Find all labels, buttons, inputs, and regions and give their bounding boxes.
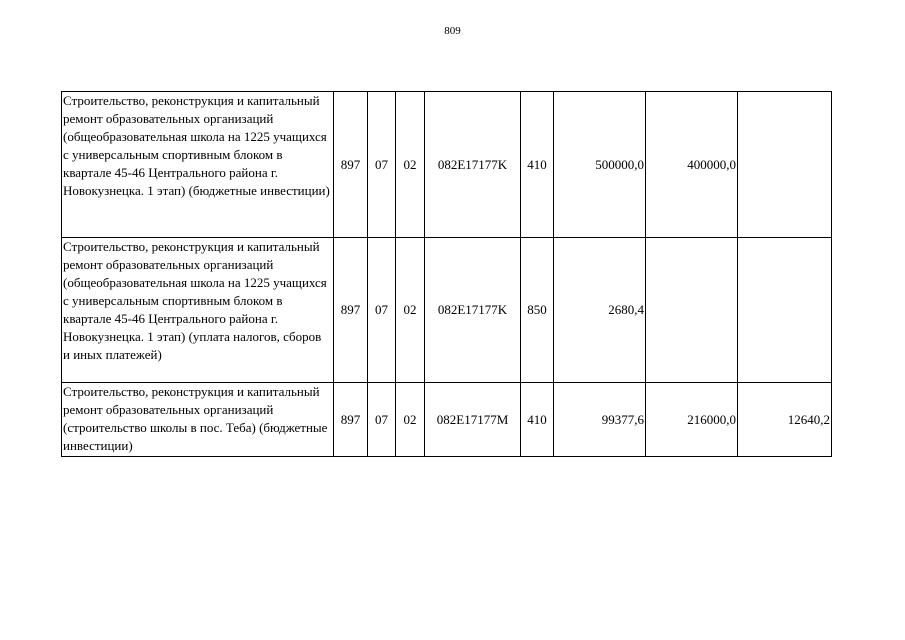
cell-ministry: 897 bbox=[334, 383, 368, 457]
cell-subsection: 02 bbox=[396, 383, 425, 457]
cell-amount-2 bbox=[646, 238, 738, 383]
cell-amount-1: 500000,0 bbox=[554, 92, 646, 238]
table-row bbox=[62, 92, 832, 238]
cell-target-article: 082E17177K bbox=[425, 238, 521, 383]
cell-section: 07 bbox=[368, 383, 396, 457]
cell-section: 07 bbox=[368, 238, 396, 383]
cell-subsection: 02 bbox=[396, 238, 425, 383]
cell-amount-3: 12640,2 bbox=[738, 383, 832, 457]
cell-target-article: 082E17177K bbox=[425, 92, 521, 238]
cell-amount-2: 216000,0 bbox=[646, 383, 738, 457]
cell-subsection: 02 bbox=[396, 92, 425, 238]
cell-expense-type: 410 bbox=[521, 92, 554, 238]
budget-table bbox=[61, 91, 832, 457]
cell-amount-2: 400000,0 bbox=[646, 92, 738, 238]
cell-ministry: 897 bbox=[334, 238, 368, 383]
cell-expense-type: 850 bbox=[521, 238, 554, 383]
cell-amount-3 bbox=[738, 92, 832, 238]
cell-amount-1: 99377,6 bbox=[554, 383, 646, 457]
cell-section: 07 bbox=[368, 92, 396, 238]
cell-amount-1: 2680,4 bbox=[554, 238, 646, 383]
cell-target-article: 082E17177M bbox=[425, 383, 521, 457]
table-row bbox=[62, 238, 832, 383]
page-number: 809 bbox=[444, 25, 461, 37]
cell-name: Строительство, реконструкция и капитальный ремонт образовательных организаций (строительство школы в пос. Теба) (бюджетные инвестиции) bbox=[62, 383, 334, 457]
cell-name: Строительство, реконструкция и капитальный ремонт образовательных организаций (общеобразовательная школа на 1225 учащихся с универсальным спортивным блоком в квартале 45-46 Центрального района г. Новокузнецка. 1 этап) (уплата налогов, сборов и иных платежей) bbox=[62, 238, 334, 383]
cell-expense-type: 410 bbox=[521, 383, 554, 457]
cell-ministry: 897 bbox=[334, 92, 368, 238]
cell-amount-3 bbox=[738, 238, 832, 383]
cell-name: Строительство, реконструкция и капитальный ремонт образовательных организаций (общеобразовательная школа на 1225 учащихся с универсальным спортивным блоком в квартале 45-46 Центрального района г. Новокузнецка. 1 этап) (бюджетные инвестиции) bbox=[62, 92, 334, 238]
table-row bbox=[62, 383, 832, 457]
